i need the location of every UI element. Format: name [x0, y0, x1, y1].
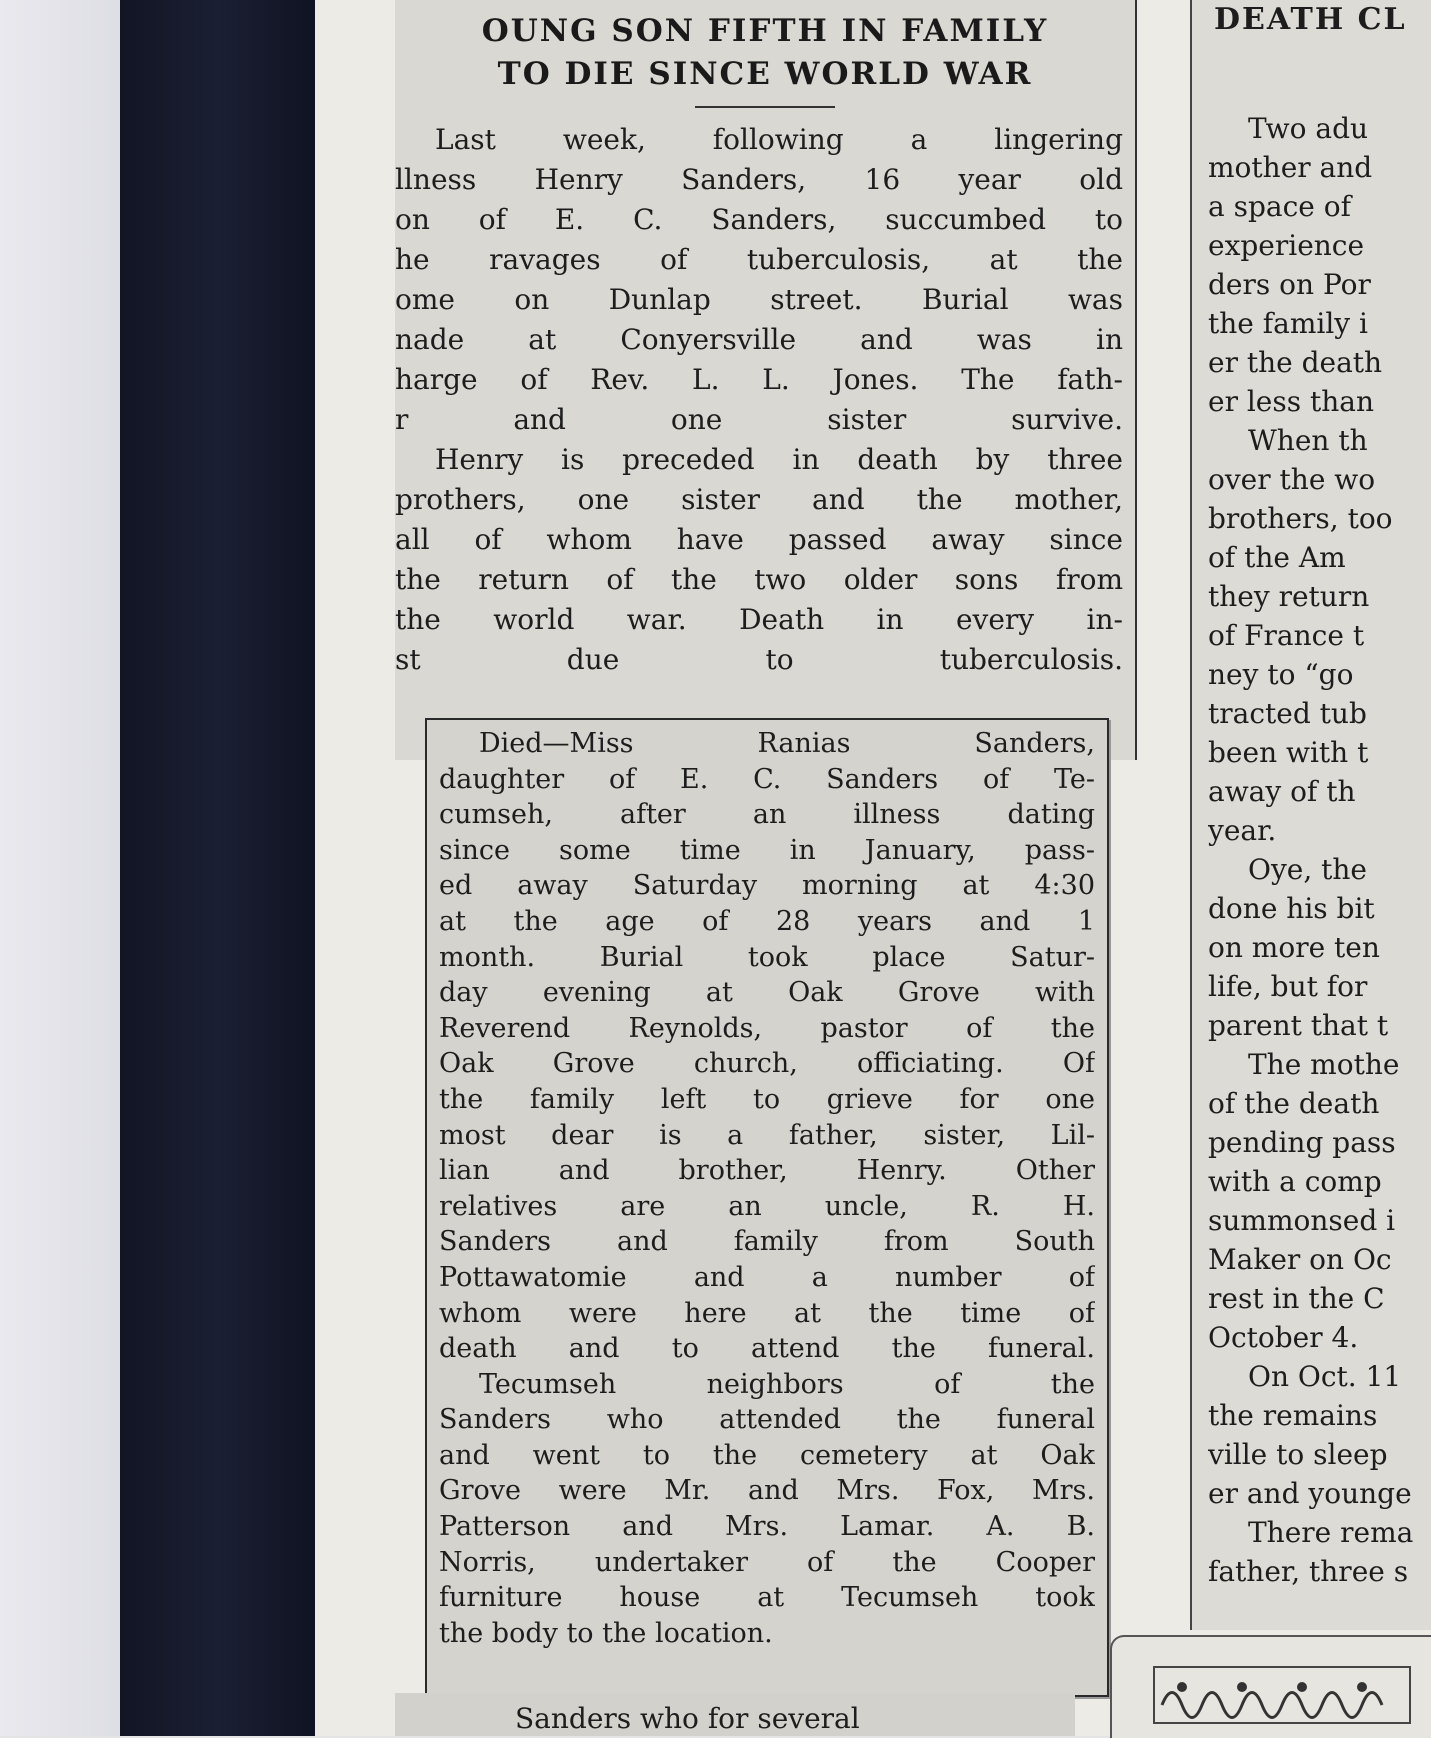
text-line: over the wo: [1208, 463, 1376, 496]
side-article-body: [1192, 109, 1431, 1591]
text-line: harge of Rev. L. L. Jones. The fath-: [395, 363, 1123, 396]
text-line: day evening at Oak Grove with: [439, 977, 1095, 1009]
text-line: brothers, too: [1208, 502, 1393, 535]
text-line: on more ten: [1208, 931, 1380, 964]
side-article-clipping: [1190, 0, 1431, 1630]
text-line: been with t: [1208, 736, 1369, 769]
text-line: Pottawatomie and a number of: [439, 1261, 1095, 1293]
text-line: the return of the two older sons from: [395, 563, 1123, 596]
text-line: furniture house at Tecumseh took: [439, 1582, 1095, 1614]
side-article-headline: DEATH CL: [1214, 2, 1407, 37]
text-line: relatives are an uncle, R. H.: [439, 1190, 1095, 1222]
main-article-clipping: [395, 0, 1137, 760]
text-line: Died—Miss Ranias Sanders,: [479, 728, 1095, 759]
died-notice-clipping: [425, 718, 1109, 1697]
text-line: tracted tub: [1208, 697, 1367, 730]
text-line: Sanders who attended the funeral: [439, 1404, 1095, 1436]
text-line: all of whom have passed away since: [395, 523, 1123, 556]
headline-line-1: OUNG SON FIFTH IN FAMILY: [481, 13, 1049, 49]
text-line: Sanders and family from South: [439, 1226, 1095, 1258]
text-line: er and younge: [1208, 1477, 1412, 1510]
headline-line-2: TO DIE SINCE WORLD WAR: [497, 56, 1033, 92]
text-line: Oye, the: [1248, 853, 1367, 886]
text-line: at the age of 28 years and 1: [439, 905, 1095, 937]
headline-rule: [695, 106, 835, 108]
text-line: ders on Por: [1208, 268, 1371, 301]
text-line: pending pass: [1208, 1126, 1396, 1159]
text-line: Oak Grove church, officiating. Of: [439, 1048, 1095, 1080]
ornament-clipping: [1110, 1635, 1431, 1738]
text-line: on of E. C. Sanders, succumbed to: [395, 203, 1123, 236]
text-line: cumseh, after an illness dating: [439, 799, 1095, 831]
text-line: daughter of E. C. Sanders of Te-: [439, 763, 1095, 795]
text-line: the world war. Death in every in-: [395, 603, 1123, 636]
text-line: There rema: [1248, 1516, 1414, 1549]
text-line: whom were here at the time of: [439, 1297, 1095, 1329]
text-line: death and to attend the funeral.: [439, 1333, 1095, 1365]
text-line: Maker on Oc: [1208, 1243, 1392, 1276]
text-line: On Oct. 11: [1248, 1360, 1402, 1393]
text-line: llness Henry Sanders, 16 year old: [395, 163, 1123, 196]
text-line: of the Am: [1208, 541, 1346, 574]
text-line: summonsed i: [1208, 1204, 1396, 1237]
text-line: ville to sleep: [1208, 1438, 1388, 1471]
text-line: st due to tuberculosis.: [395, 643, 1123, 676]
text-line: Norris, undertaker of the Cooper: [439, 1546, 1095, 1578]
text-line: r and one sister survive.: [395, 403, 1123, 436]
text-line: life, but for: [1208, 970, 1368, 1003]
text-line: rest in the C: [1208, 1282, 1385, 1315]
text-line: with a comp: [1208, 1165, 1382, 1198]
main-article-headline: [395, 0, 1135, 96]
text-line: er the death: [1208, 346, 1383, 379]
text-line: father, three s: [1208, 1555, 1409, 1588]
text-line: Tecumseh neighbors of the: [479, 1368, 1095, 1400]
text-line: a space of: [1208, 190, 1351, 223]
died-notice-body: [427, 720, 1107, 1651]
album-binding: [120, 0, 315, 1736]
text-line: done his bit: [1208, 892, 1375, 925]
text-line: mother and: [1208, 151, 1373, 184]
text-line: nade at Conyersville and was in: [395, 323, 1123, 356]
text-line: er less than: [1208, 385, 1375, 418]
text-line: The mothe: [1248, 1048, 1400, 1081]
text-line: he ravages of tuberculosis, at the: [395, 243, 1123, 276]
text-line: the family i: [1208, 307, 1368, 340]
ornament-border-icon: [1152, 1665, 1412, 1725]
text-line: of France t: [1208, 619, 1365, 652]
text-line: October 4.: [1208, 1321, 1359, 1354]
text-line: ome on Dunlap street. Burial was: [395, 283, 1123, 316]
text-line: parent that t: [1208, 1009, 1389, 1042]
bottom-fragment-clipping: [395, 1693, 1075, 1736]
fabric-background: [0, 0, 140, 1736]
text-line: they return: [1208, 580, 1370, 613]
text-line: Grove were Mr. and Mrs. Fox, Mrs.: [439, 1475, 1095, 1507]
text-line: of the death: [1208, 1087, 1380, 1120]
text-line: month. Burial took place Satur-: [439, 941, 1095, 973]
text-line: experience: [1208, 229, 1365, 262]
bottom-fragment-text: Sanders who for several: [515, 1702, 860, 1735]
text-line: When th: [1248, 424, 1368, 457]
text-line: since some time in January, pass-: [439, 834, 1095, 866]
text-line: away of th: [1208, 775, 1356, 808]
text-line: the family left to grieve for one: [439, 1083, 1095, 1115]
text-line: and went to the cemetery at Oak: [439, 1439, 1095, 1471]
text-line: the remains: [1208, 1399, 1378, 1432]
text-line: most dear is a father, sister, Lil-: [439, 1119, 1095, 1151]
text-line: ed away Saturday morning at 4:30: [439, 870, 1095, 902]
text-line: Reverend Reynolds, pastor of the: [439, 1012, 1095, 1044]
text-line: Last week, following a lingering: [435, 123, 1123, 156]
text-line: prothers, one sister and the mother,: [395, 483, 1123, 516]
text-line: Patterson and Mrs. Lamar. A. B.: [439, 1511, 1095, 1543]
main-article-body: [395, 120, 1135, 680]
text-line: Two adu: [1248, 112, 1369, 145]
text-line: the body to the location.: [439, 1617, 773, 1649]
text-line: lian and brother, Henry. Other: [439, 1155, 1095, 1187]
text-line: year.: [1208, 814, 1277, 847]
text-line: ney to “go: [1208, 658, 1354, 691]
text-line: Henry is preceded in death by three: [435, 443, 1123, 476]
